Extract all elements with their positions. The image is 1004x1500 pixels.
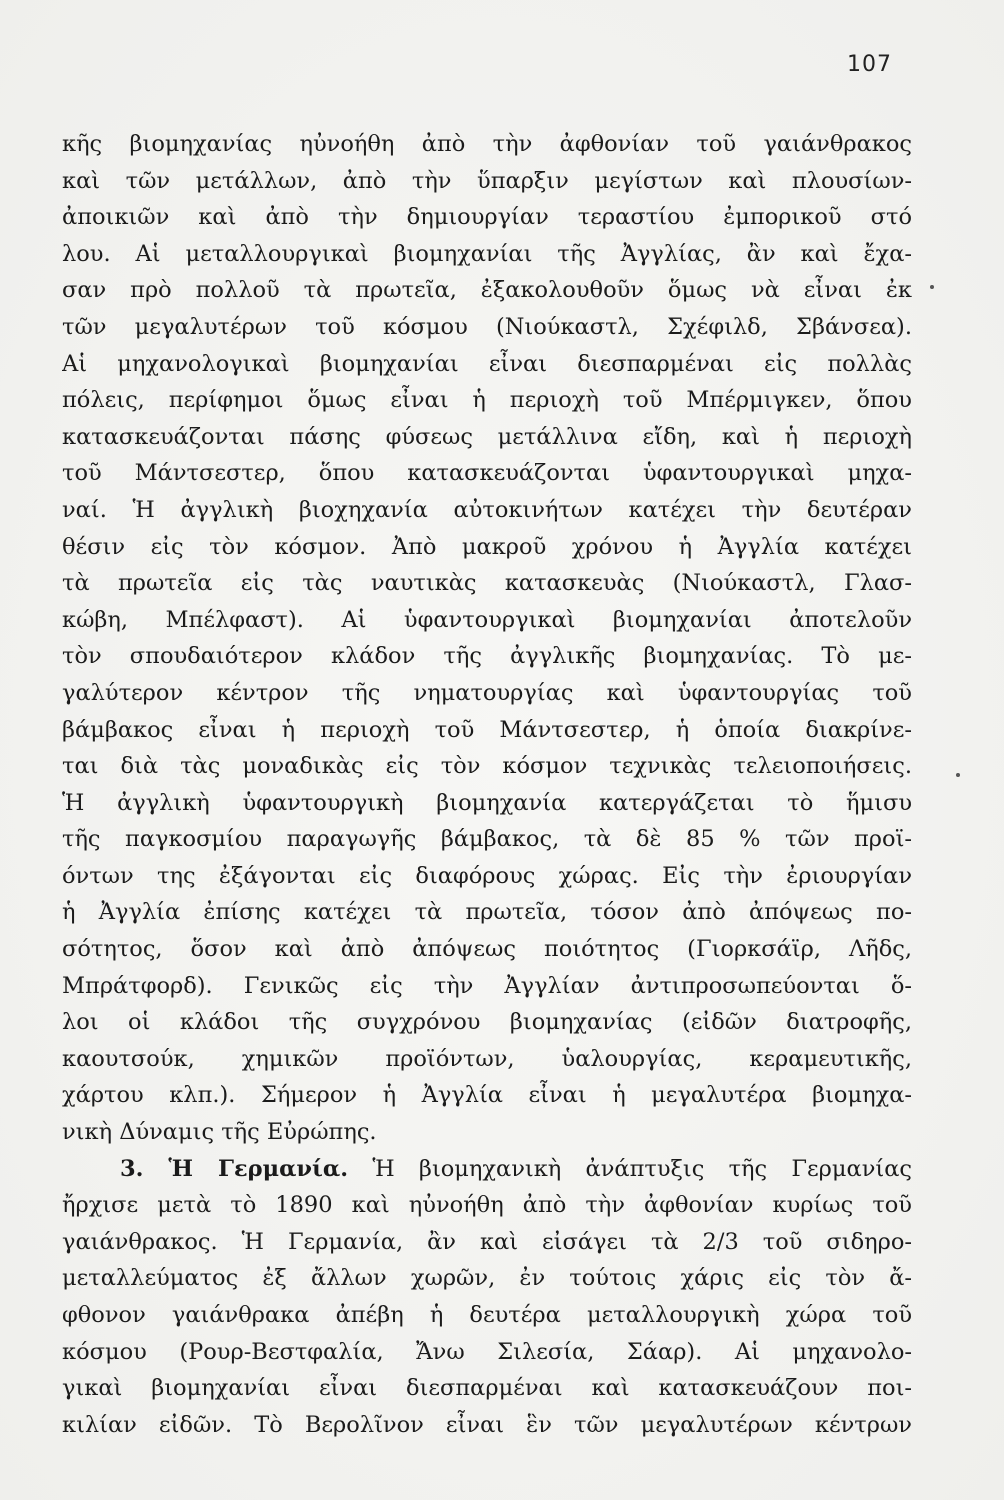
text-line: νικὴ Δύναμις τῆς Εὐρώπης.	[62, 1119, 377, 1146]
text-line: λοι οἱ κλάδοι τῆς συγχρόνου βιομηχανίας (εἰδῶν διατροφῆς,	[62, 1009, 912, 1036]
text-line: τῶν μεγαλυτέρων τοῦ κόσμου (Νιούκαστλ, Σχέφιλδ, Σβάνσεα).	[62, 313, 912, 340]
text-line: καουτσούκ, χημικῶν προϊόντων, ὑαλουργίας, κεραμευτικῆς,	[62, 1045, 912, 1072]
text-line: τὰ πρωτεῖα εἰς τὰς ναυτικὰς κατασκευὰς (Νιούκαστλ, Γλασ-	[62, 570, 912, 597]
text-line: ἡ Ἀγγλία ἐπίσης κατέχει τὰ πρωτεῖα, τόσον ἀπὸ ἀπόψεως πο-	[62, 899, 912, 926]
body-text	[62, 126, 912, 1443]
text-line: γαλύτερον κέντρον τῆς νηματουργίας καὶ ὑφαντουργίας τοῦ	[62, 679, 912, 706]
text-line: ἤρχισε μετὰ τὸ 1890 καὶ ηὐνοήθη ἀπὸ τὴν ἀφθονίαν κυρίως τοῦ	[62, 1192, 912, 1219]
text-line: Μπράτφορδ). Γενικῶς εἰς τὴν Ἀγγλίαν ἀντιπροσωπεύονται ὅ-	[62, 972, 912, 999]
section-heading-line	[62, 1151, 912, 1188]
text-line: γαιάνθρακος. Ἡ Γερμανία, ἂν καὶ εἰσάγει τὰ 2/3 τοῦ σιδηρο-	[62, 1228, 912, 1255]
text-line: τοῦ Μάντσεστερ, ὅπου κατασκευάζονται ὑφαντουργικαὶ μηχα-	[62, 460, 912, 487]
text-line: κῆς βιομηχανίας ηὐνοήθη ἀπὸ τὴν ἀφθονίαν τοῦ γαιάνθρακος	[62, 131, 912, 157]
text-line: ται διὰ τὰς μοναδικὰς εἰς τὸν κόσμον τεχνικὰς τελειοποιήσεις.	[62, 753, 912, 780]
text-line: τὸν σπουδαιότερον κλάδον τῆς ἀγγλικῆς βιομηχανίας. Τὸ με-	[62, 643, 912, 670]
text-line: Ἡ ἀγγλικὴ ὑφαντουργικὴ βιομηχανία κατεργάζεται τὸ ἥμισυ	[62, 789, 912, 816]
text-line: Αἱ μηχανολογικαὶ βιομηχανίαι εἶναι διεσπαρμέναι εἰς πολλὰς	[62, 350, 912, 377]
text-line: θέσιν εἰς τὸν κόσμον. Ἀπὸ μακροῦ χρόνου ἡ Ἀγγλία κατέχει	[62, 533, 912, 560]
print-speck	[930, 285, 934, 289]
text-line: σαν πρὸ πολλοῦ τὰ πρωτεῖα, ἐξακολουθοῦν ὅμως νὰ εἶναι ἐκ	[62, 277, 912, 304]
text-line: μεταλλεύματος ἐξ ἄλλων χωρῶν, ἐν τούτοις χάρις εἰς τὸν ἄ-	[62, 1265, 912, 1292]
section-heading: 3. Ἡ Γερμανία.	[120, 1155, 349, 1182]
text-line: τῆς παγκοσμίου παραγωγῆς βάμβακος, τὰ δὲ 85 % τῶν προϊ-	[62, 826, 912, 853]
text-line: όντων της ἐξάγονται εἰς διαφόρους χώρας. Εἰς τὴν ἐριουργίαν	[62, 862, 912, 889]
print-speck	[956, 773, 960, 777]
text-line: γικαὶ βιομηχανίαι εἶναι διεσπαρμέναι καὶ κατασκευάζουν ποι-	[62, 1375, 912, 1402]
text-line: κόσμου (Ρουρ-Βεστφαλία, Ἄνω Σιλεσία, Σάαρ). Αἱ μηχανολο-	[62, 1338, 912, 1365]
text-line: ναί. Ἡ ἀγγλικὴ βιοχηχανία αὐτοκινήτων κατέχει τὴν δευτέραν	[62, 496, 912, 523]
page-number: 107	[847, 52, 892, 77]
text-line: κιλίαν εἰδῶν. Τὸ Βερολῖνον εἶναι ἓν τῶν μεγαλυτέρων κέντρων	[62, 1411, 912, 1438]
text-line: φθονον γαιάνθρακα ἀπέβη ἡ δευτέρα μεταλλουργικὴ χώρα τοῦ	[62, 1302, 912, 1328]
text-line: κώβη, Μπέλφαστ). Αἱ ὑφαντουργικαὶ βιομηχανίαι ἀποτελοῦν	[62, 606, 912, 633]
text-line: χάρτου κλπ.). Σήμερον ἡ Ἀγγλία εἶναι ἡ μεγαλυτέρα βιομηχα-	[62, 1082, 912, 1109]
text-line: ἀποικιῶν καὶ ἀπὸ τὴν δημιουργίαν τεραστίου ἐμπορικοῦ στό	[62, 204, 912, 231]
text-line: κατασκευάζονται πάσης φύσεως μετάλλινα εἴδη, καὶ ἡ περιοχὴ	[62, 423, 912, 450]
text-line: πόλεις, περίφημοι ὅμως εἶναι ἡ περιοχὴ τοῦ Μπέρμιγκεν, ὅπου	[62, 387, 912, 414]
section-first-line: Ἡ βιομηχανικὴ ἀνάπτυξις τῆς Γερμανίας	[372, 1155, 912, 1182]
text-line: σότητος, ὅσον καὶ ἀπὸ ἀπόψεως ποιότητος (Γιορκσάϊρ, Λῆδς,	[62, 936, 912, 963]
text-line: βάμβακος εἶναι ἡ περιοχὴ τοῦ Μάντσεστερ, ἡ ὁποία διακρίνε-	[62, 716, 912, 743]
text-line: καὶ τῶν μετάλλων, ἀπὸ τὴν ὕπαρξιν μεγίστων καὶ πλουσίων-	[62, 167, 912, 194]
text-line: λου. Αἱ μεταλλουργικαὶ βιομηχανίαι τῆς Ἀγγλίας, ἂν καὶ ἔχα-	[62, 240, 912, 267]
